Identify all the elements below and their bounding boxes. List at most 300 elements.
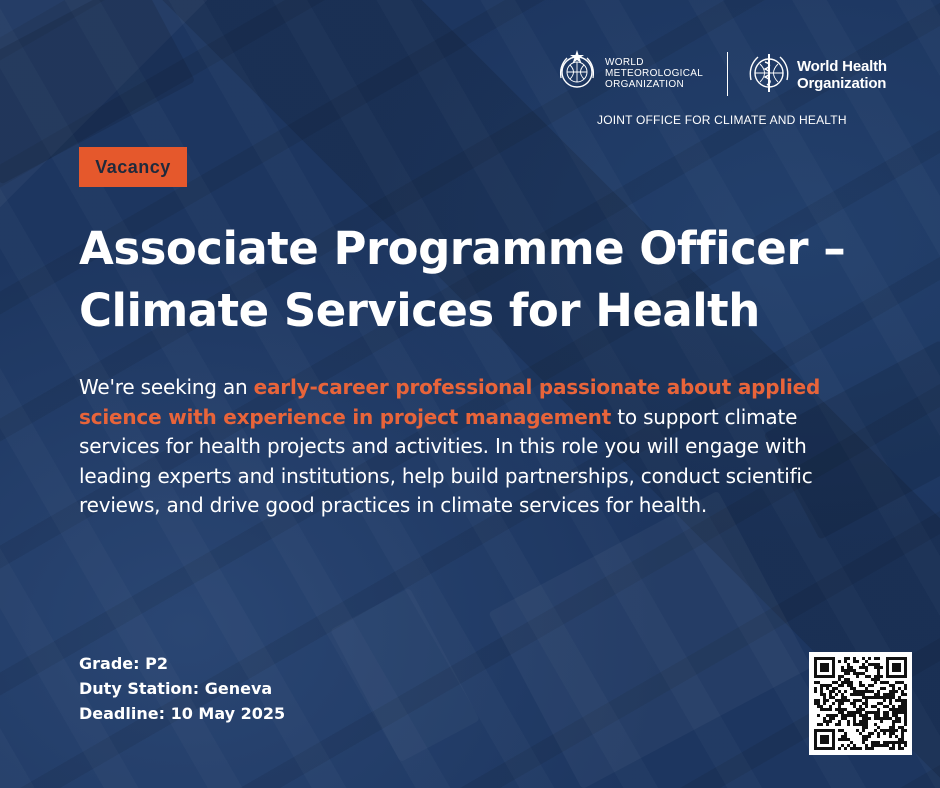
- qr-module: [880, 744, 883, 747]
- qr-module: [838, 720, 841, 723]
- qr-module: [865, 711, 868, 714]
- qr-module: [823, 720, 826, 723]
- qr-module: [859, 699, 862, 702]
- partner-logos: [553, 46, 893, 132]
- qr-module: [874, 741, 877, 744]
- qr-module: [847, 684, 850, 687]
- qr-module: [841, 702, 844, 705]
- qr-module: [856, 693, 859, 696]
- qr-module: [904, 744, 907, 747]
- qr-module: [871, 663, 874, 666]
- qr-module: [817, 714, 820, 717]
- qr-module: [859, 714, 862, 717]
- qr-module: [898, 741, 901, 744]
- qr-module: [880, 666, 883, 669]
- qr-module: [877, 690, 880, 693]
- qr-module: [865, 723, 868, 726]
- qr-module: [844, 714, 847, 717]
- qr-module: [871, 684, 874, 687]
- qr-module: [883, 696, 886, 699]
- qr-module: [862, 663, 865, 666]
- qr-module: [835, 723, 838, 726]
- qr-module: [841, 708, 844, 711]
- qr-module: [865, 669, 868, 672]
- qr-module: [862, 657, 865, 660]
- qr-module: [841, 714, 844, 717]
- qr-module: [883, 717, 886, 720]
- qr-module: [859, 672, 862, 675]
- qr-module: [871, 705, 874, 708]
- qr-module: [844, 657, 847, 660]
- qr-module: [886, 696, 889, 699]
- qr-module: [853, 714, 856, 717]
- qr-module: [835, 714, 838, 717]
- qr-module: [820, 687, 823, 690]
- qr-module: [856, 660, 859, 663]
- qr-module: [859, 708, 862, 711]
- qr-module: [865, 717, 868, 720]
- qr-module: [865, 744, 868, 747]
- qr-module: [904, 699, 907, 702]
- qr-module: [898, 747, 901, 750]
- qr-module: [820, 663, 829, 672]
- qr-module: [886, 729, 889, 732]
- qr-module: [844, 672, 847, 675]
- qr-module: [847, 723, 850, 726]
- qr-module: [874, 663, 877, 666]
- qr-module: [877, 717, 880, 720]
- qr-module: [844, 747, 847, 750]
- qr-module: [874, 717, 877, 720]
- qr-module: [865, 699, 868, 702]
- qr-module: [889, 702, 892, 705]
- qr-module: [901, 702, 904, 705]
- qr-module: [898, 720, 901, 723]
- qr-module: [844, 732, 847, 735]
- qr-module: [883, 687, 886, 690]
- qr-module: [868, 690, 871, 693]
- qr-module: [901, 741, 904, 744]
- qr-module: [847, 720, 850, 723]
- qr-module: [862, 690, 865, 693]
- qr-module: [889, 729, 892, 732]
- qr-module: [877, 735, 880, 738]
- qr-module: [859, 705, 862, 708]
- qr-module: [901, 729, 904, 732]
- qr-module: [835, 708, 838, 711]
- qr-module: [904, 717, 907, 720]
- qr-module: [901, 693, 904, 696]
- qr-code-pattern: [814, 657, 907, 750]
- qr-module: [892, 687, 895, 690]
- qr-module: [823, 684, 826, 687]
- qr-module: [898, 726, 901, 729]
- qr-module: [841, 669, 844, 672]
- qr-module: [841, 744, 844, 747]
- qr-module: [868, 735, 871, 738]
- job-title-line: Climate Services for Health: [79, 284, 760, 337]
- qr-module: [820, 723, 823, 726]
- qr-module: [865, 714, 868, 717]
- qr-module: [874, 723, 877, 726]
- qr-module: [874, 666, 877, 669]
- qr-module: [862, 741, 865, 744]
- qr-module: [862, 738, 865, 741]
- qr-module: [844, 669, 847, 672]
- qr-module: [850, 711, 853, 714]
- qr-module: [859, 732, 862, 735]
- qr-module: [838, 690, 841, 693]
- qr-module: [847, 738, 850, 741]
- qr-module: [862, 693, 865, 696]
- qr-module: [853, 744, 856, 747]
- qr-module: [841, 699, 844, 702]
- qr-module: [889, 696, 892, 699]
- qr-module: [892, 729, 895, 732]
- qr-module: [904, 723, 907, 726]
- who-emblem-icon: [746, 50, 792, 96]
- qr-module: [892, 705, 895, 708]
- qr-module: [832, 687, 835, 690]
- qr-module: [850, 714, 853, 717]
- qr-module: [892, 744, 895, 747]
- qr-module: [892, 708, 895, 711]
- qr-module: [856, 729, 859, 732]
- qr-module: [859, 666, 862, 669]
- who-logo-line: Organization: [797, 75, 887, 92]
- qr-module: [877, 663, 880, 666]
- qr-module: [865, 666, 868, 669]
- qr-module: [823, 693, 826, 696]
- qr-module: [841, 666, 844, 669]
- qr-module: [847, 663, 850, 666]
- qr-module: [895, 735, 898, 738]
- qr-module: [838, 675, 841, 678]
- qr-module: [856, 708, 859, 711]
- qr-module: [847, 744, 850, 747]
- qr-module: [862, 666, 865, 669]
- qr-module: [901, 708, 904, 711]
- qr-module: [877, 714, 880, 717]
- qr-module: [850, 687, 853, 690]
- qr-module: [880, 717, 883, 720]
- qr-module: [880, 729, 883, 732]
- qr-module: [814, 702, 817, 705]
- qr-module: [844, 735, 847, 738]
- vacancy-badge: Vacancy: [79, 147, 187, 187]
- qr-module: [892, 663, 901, 672]
- qr-module: [904, 714, 907, 717]
- qr-module: [868, 675, 871, 678]
- qr-module: [889, 708, 892, 711]
- qr-module: [847, 681, 850, 684]
- qr-module: [838, 702, 841, 705]
- qr-module: [901, 699, 904, 702]
- qr-module: [835, 681, 838, 684]
- job-description: [79, 373, 879, 521]
- qr-module: [835, 699, 838, 702]
- qr-module: [814, 699, 817, 702]
- qr-module: [895, 690, 898, 693]
- qr-module: [832, 702, 835, 705]
- qr-module: [895, 741, 898, 744]
- qr-module: [829, 696, 832, 699]
- qr-module: [841, 693, 844, 696]
- wmo-emblem-icon: [555, 48, 599, 92]
- joint-office-label: JOINT OFFICE FOR CLIMATE AND HEALTH: [597, 113, 847, 127]
- qr-module: [871, 711, 874, 714]
- qr-module: [898, 696, 901, 699]
- qr-module: [838, 678, 841, 681]
- qr-module: [877, 669, 880, 672]
- qr-module: [877, 711, 880, 714]
- description-text: We're seeking an: [79, 375, 254, 399]
- qr-module: [901, 747, 904, 750]
- qr-module: [850, 681, 853, 684]
- qr-module: [877, 741, 880, 744]
- qr-module: [877, 675, 880, 678]
- qr-module: [886, 705, 889, 708]
- qr-module: [826, 684, 829, 687]
- qr-module: [847, 672, 850, 675]
- qr-module: [880, 675, 883, 678]
- qr-module: [889, 732, 892, 735]
- qr-module: [892, 747, 895, 750]
- qr-module: [883, 732, 886, 735]
- qr-module: [874, 675, 877, 678]
- qr-module: [898, 744, 901, 747]
- qr-module: [883, 681, 886, 684]
- qr-module: [859, 747, 862, 750]
- qr-module: [889, 693, 892, 696]
- qr-module: [886, 744, 889, 747]
- qr-module: [901, 726, 904, 729]
- qr-module: [835, 693, 838, 696]
- qr-module: [865, 690, 868, 693]
- wmo-logo-line: ORGANIZATION: [605, 79, 684, 90]
- qr-module: [895, 714, 898, 717]
- qr-module: [892, 741, 895, 744]
- qr-module: [898, 705, 901, 708]
- qr-module: [838, 699, 841, 702]
- qr-module: [877, 693, 880, 696]
- qr-module: [820, 735, 829, 744]
- qr-module: [847, 657, 850, 660]
- qr-module: [817, 702, 820, 705]
- qr-module: [820, 690, 823, 693]
- qr-module: [844, 738, 847, 741]
- qr-module: [892, 732, 895, 735]
- qr-module: [853, 657, 856, 660]
- qr-module: [883, 714, 886, 717]
- qr-module: [868, 663, 871, 666]
- qr-module: [886, 681, 889, 684]
- qr-module: [862, 717, 865, 720]
- qr-module: [850, 702, 853, 705]
- qr-module: [886, 714, 889, 717]
- qr-module: [862, 714, 865, 717]
- qr-module: [871, 696, 874, 699]
- qr-module: [847, 699, 850, 702]
- qr-module: [853, 723, 856, 726]
- qr-module: [856, 672, 859, 675]
- qr-module: [871, 747, 874, 750]
- qr-module: [874, 693, 877, 696]
- qr-module: [883, 729, 886, 732]
- qr-module: [856, 747, 859, 750]
- qr-code[interactable]: [809, 652, 912, 755]
- wmo-logo-line: METEOROLOGICAL: [605, 68, 704, 79]
- qr-module: [874, 729, 877, 732]
- qr-module: [865, 705, 868, 708]
- qr-module: [841, 681, 844, 684]
- qr-module: [865, 675, 868, 678]
- qr-module: [883, 693, 886, 696]
- qr-module: [868, 711, 871, 714]
- qr-module: [838, 729, 841, 732]
- qr-module: [898, 681, 901, 684]
- qr-module: [841, 684, 844, 687]
- qr-module: [862, 729, 865, 732]
- qr-module: [838, 705, 841, 708]
- qr-module: [901, 732, 904, 735]
- qr-module: [844, 717, 847, 720]
- qr-module: [853, 720, 856, 723]
- qr-module: [904, 687, 907, 690]
- qr-module: [826, 714, 829, 717]
- qr-module: [901, 735, 904, 738]
- qr-module: [820, 705, 823, 708]
- qr-module: [901, 711, 904, 714]
- qr-module: [868, 732, 871, 735]
- qr-module: [853, 669, 856, 672]
- background-building: [488, 491, 811, 788]
- grade-label: Grade: P2: [79, 654, 168, 673]
- qr-module: [850, 747, 853, 750]
- qr-module: [823, 717, 826, 720]
- qr-module: [895, 681, 898, 684]
- qr-module: [901, 705, 904, 708]
- job-title: [79, 218, 909, 342]
- deadline-label: Deadline: 10 May 2025: [79, 704, 286, 723]
- qr-module: [904, 702, 907, 705]
- qr-module: [862, 672, 865, 675]
- qr-module: [904, 720, 907, 723]
- qr-module: [862, 735, 865, 738]
- qr-module: [853, 717, 856, 720]
- wmo-logo-text: [605, 57, 723, 90]
- qr-module: [844, 678, 847, 681]
- qr-module: [889, 747, 892, 750]
- qr-module: [856, 699, 859, 702]
- qr-module: [817, 681, 820, 684]
- qr-module: [832, 714, 835, 717]
- qr-module: [814, 687, 817, 690]
- qr-module: [898, 738, 901, 741]
- qr-module: [874, 714, 877, 717]
- qr-module: [877, 702, 880, 705]
- qr-module: [856, 723, 859, 726]
- qr-module: [859, 711, 862, 714]
- qr-module: [829, 714, 832, 717]
- qr-module: [865, 687, 868, 690]
- qr-module: [880, 702, 883, 705]
- description-text: to support climate services for health projects and activities. In this role you will engage with leading experts and institutions, help build partnerships, conduct scientific reviews, and drive good practices in climate services for health.: [79, 404, 813, 517]
- qr-module: [874, 744, 877, 747]
- qr-module: [895, 729, 898, 732]
- who-logo-text: [797, 58, 907, 92]
- qr-module: [817, 699, 820, 702]
- qr-module: [865, 720, 868, 723]
- wmo-logo-line: WORLD: [605, 57, 644, 68]
- qr-module: [856, 711, 859, 714]
- qr-module: [814, 690, 817, 693]
- qr-module: [856, 690, 859, 693]
- background-building: [330, 588, 480, 763]
- qr-module: [868, 717, 871, 720]
- qr-module: [841, 717, 844, 720]
- logo-divider: [727, 52, 728, 96]
- qr-module: [868, 684, 871, 687]
- qr-module: [874, 705, 877, 708]
- qr-module: [883, 705, 886, 708]
- qr-module: [895, 720, 898, 723]
- qr-module: [892, 720, 895, 723]
- qr-module: [871, 678, 874, 681]
- qr-module: [838, 747, 841, 750]
- qr-module: [904, 741, 907, 744]
- qr-module: [889, 684, 892, 687]
- qr-module: [883, 711, 886, 714]
- qr-module: [832, 696, 835, 699]
- qr-module: [856, 675, 859, 678]
- qr-module: [859, 684, 862, 687]
- qr-module: [892, 684, 895, 687]
- qr-module: [868, 657, 871, 660]
- qr-module: [859, 720, 862, 723]
- qr-module: [862, 723, 865, 726]
- qr-module: [895, 711, 898, 714]
- qr-module: [883, 744, 886, 747]
- qr-module: [841, 696, 844, 699]
- qr-module: [889, 690, 892, 693]
- qr-module: [892, 696, 895, 699]
- qr-module: [904, 693, 907, 696]
- qr-module: [895, 708, 898, 711]
- qr-module: [877, 666, 880, 669]
- who-logo-line: World Health: [797, 58, 887, 75]
- qr-module: [865, 747, 868, 750]
- qr-module: [898, 717, 901, 720]
- qr-module: [853, 690, 856, 693]
- qr-module: [823, 702, 826, 705]
- qr-module: [838, 660, 841, 663]
- qr-module: [838, 684, 841, 687]
- qr-module: [889, 735, 892, 738]
- qr-module: [850, 741, 853, 744]
- qr-module: [853, 699, 856, 702]
- qr-module: [829, 717, 832, 720]
- qr-module: [826, 687, 829, 690]
- qr-module: [841, 729, 844, 732]
- qr-module: [874, 678, 877, 681]
- qr-module: [820, 693, 823, 696]
- qr-module: [859, 681, 862, 684]
- qr-module: [841, 675, 844, 678]
- qr-module: [874, 711, 877, 714]
- job-details: [79, 651, 285, 726]
- qr-module: [898, 711, 901, 714]
